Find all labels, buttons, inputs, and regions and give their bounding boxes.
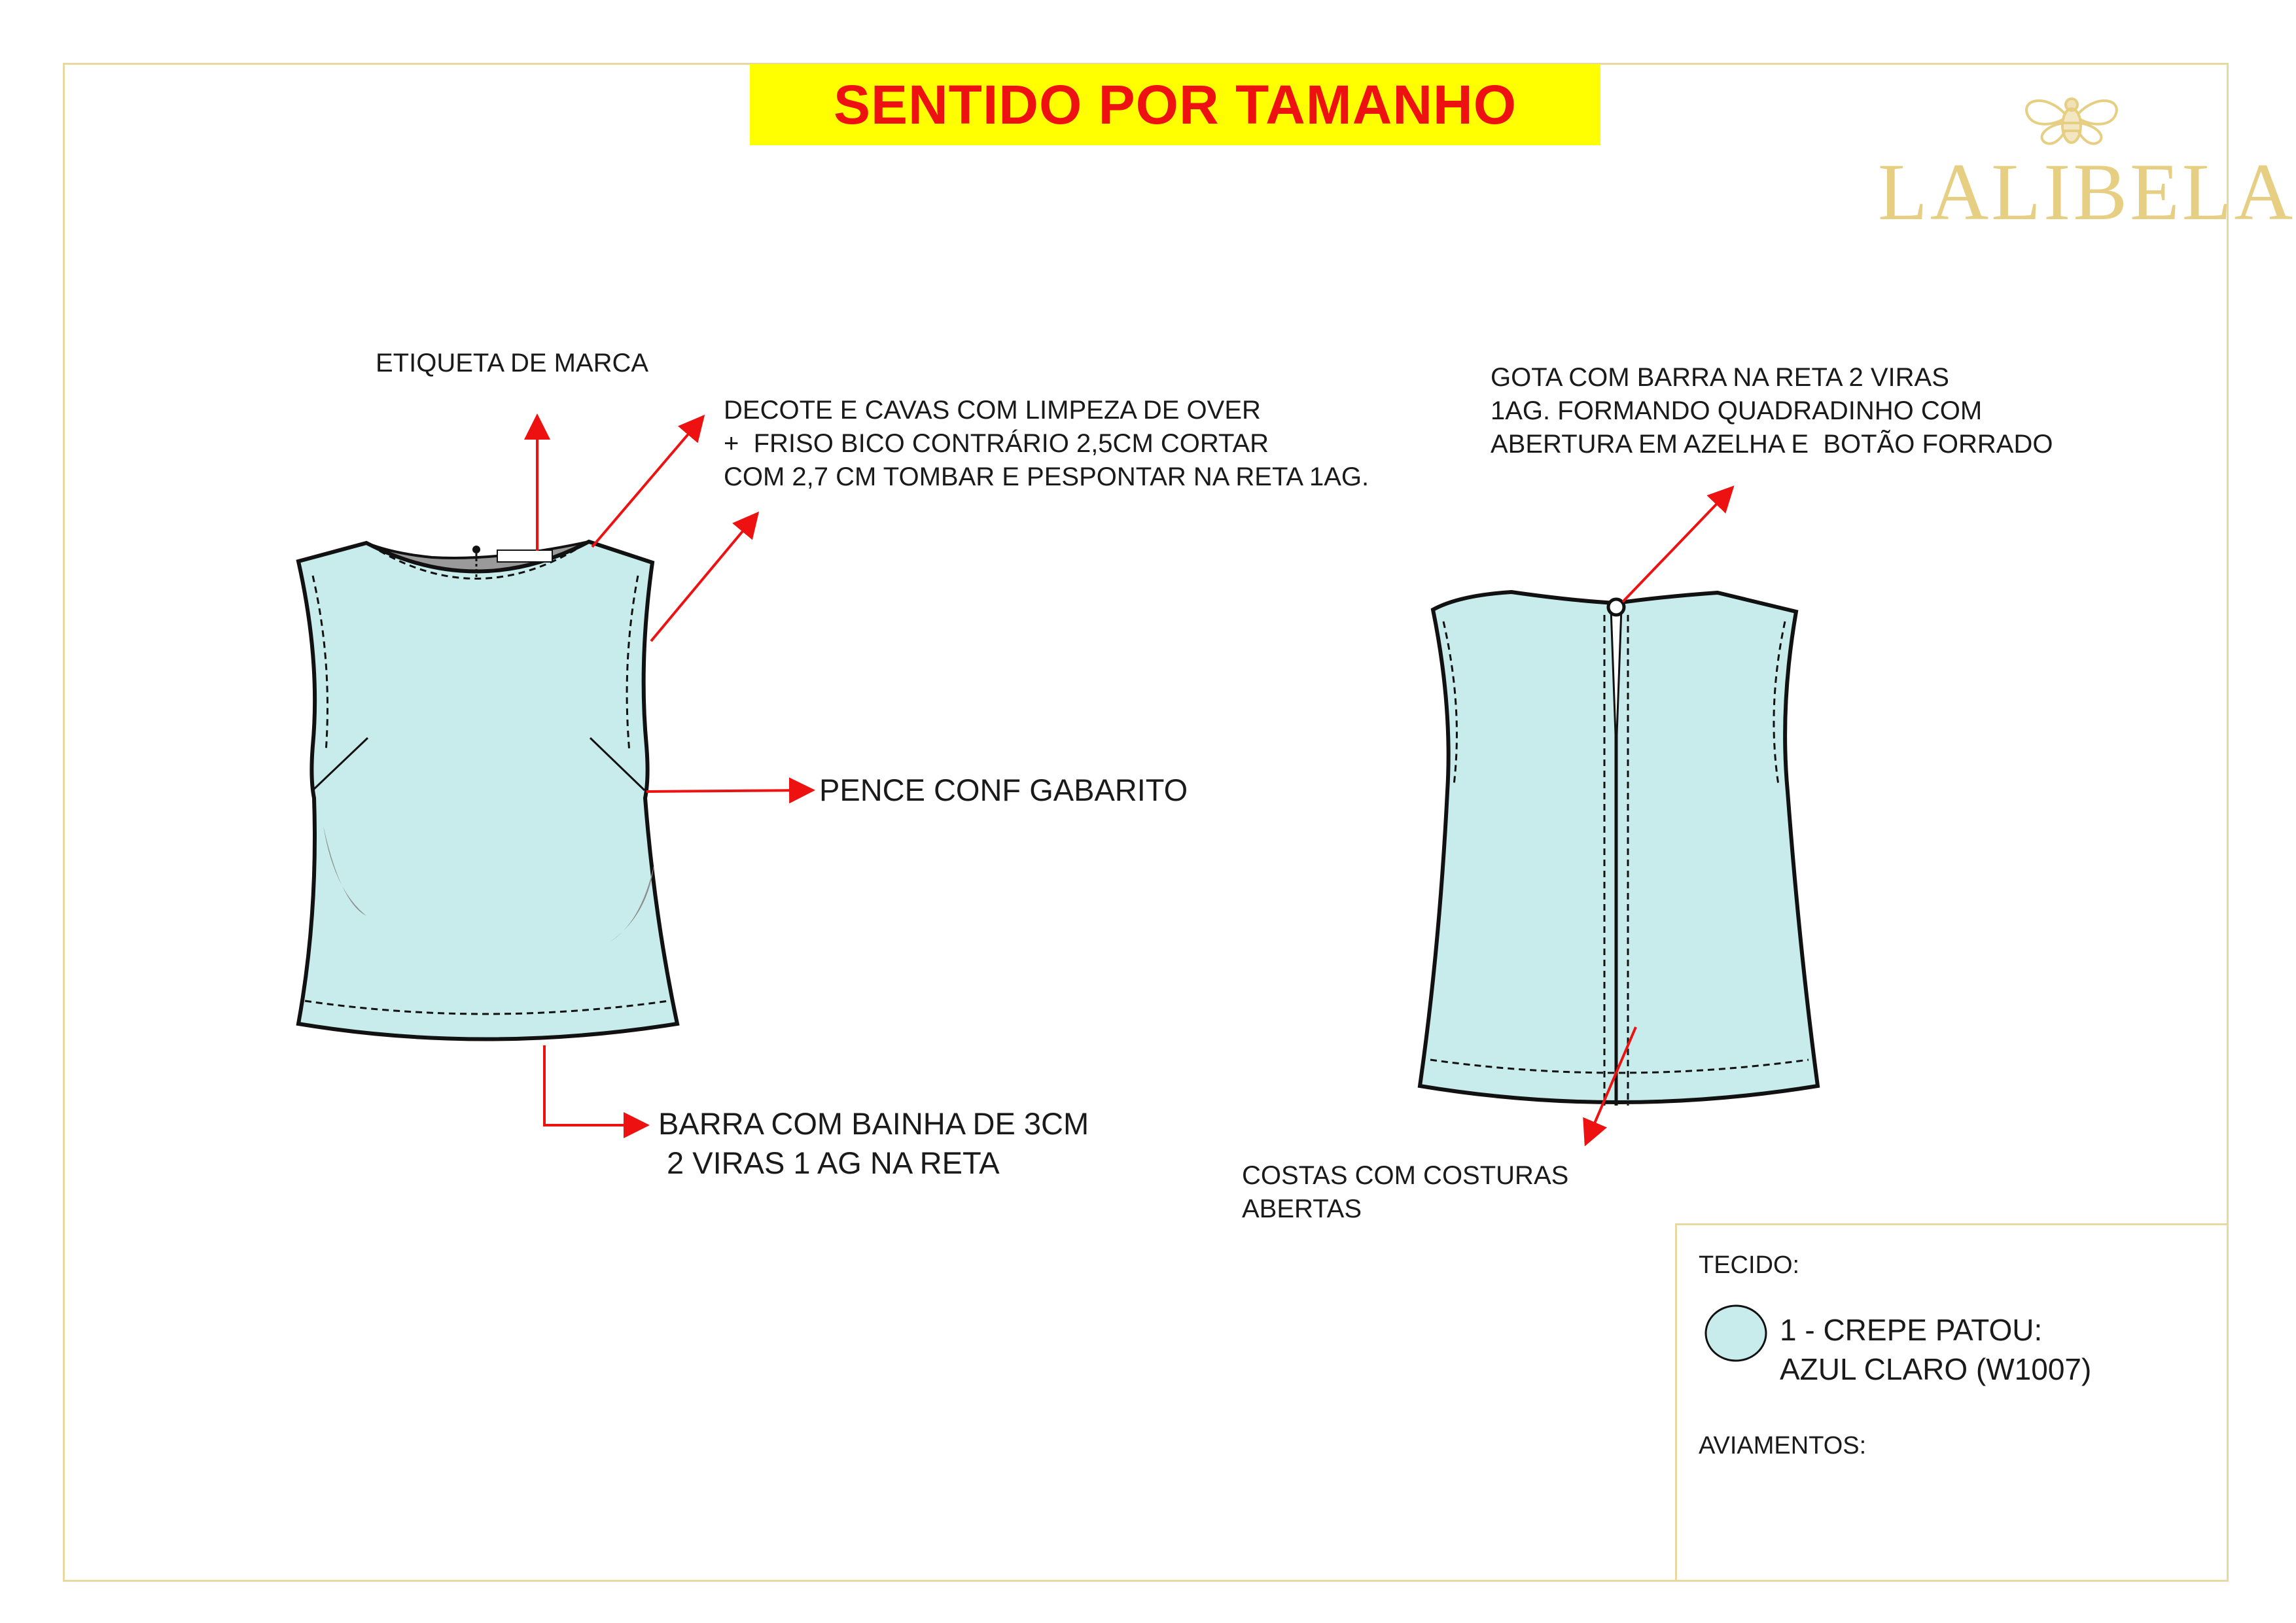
back-view — [1420, 592, 1818, 1106]
annotation-gota: GOTA COM BARRA NA RETA 2 VIRAS 1AG. FORMANDO QUADRADINHO COM ABERTURA EM AZELHA E BOTÃO FORRADO — [1491, 363, 2053, 459]
front-view — [298, 542, 677, 1039]
brand-label-tag — [497, 550, 552, 562]
covered-button — [1608, 599, 1624, 615]
aviamentos-label: AVIAMENTOS: — [1699, 1432, 1867, 1459]
annotation-decote: DECOTE E CAVAS COM LIMPEZA DE OVER + FRISO BICO CONTRÁRIO 2,5CM CORTAR COM 2,7 CM TOMBAR E PESPONTAR NA RETA 1AG. — [724, 396, 1369, 492]
front-body — [298, 542, 677, 1039]
annotation-barra: BARRA COM BAINHA DE 3CM 2 VIRAS 1 AG NA RETA — [658, 1106, 1089, 1181]
annotation-etiqueta: ETIQUETA DE MARCA — [376, 349, 649, 377]
bee-icon — [2026, 99, 2117, 144]
brand-logo: LALIBELA — [1878, 147, 2296, 237]
tecido-label: TECIDO: — [1699, 1251, 1800, 1279]
annotation-costas: COSTAS COM COSTURAS ABERTAS — [1242, 1161, 1569, 1224]
page-title: SENTIDO POR TAMANHO — [833, 73, 1517, 135]
annotation-pence: PENCE CONF GABARITO — [819, 773, 1188, 807]
fabric-description: 1 - CREPE PATOU: AZUL CLARO (W1007) — [1780, 1313, 2092, 1386]
